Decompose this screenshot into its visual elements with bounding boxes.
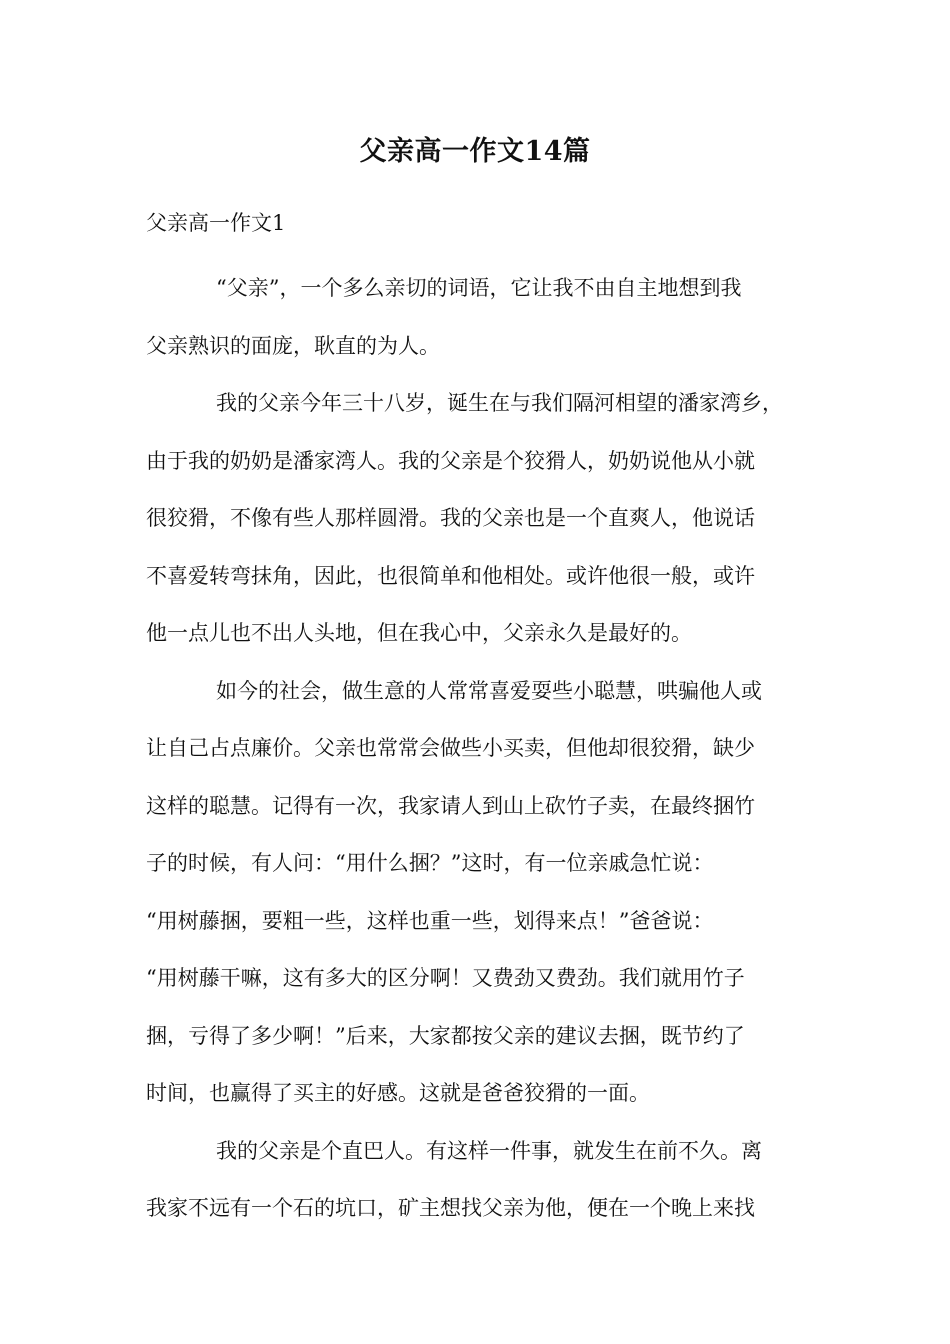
paragraph-line: 这样的聪慧。记得有一次，我家请人到山上砍竹子卖，在最终捆竹 (146, 793, 755, 818)
paragraph-line: “父亲”，一个多么亲切的词语，它让我不由自主地想到我 (216, 276, 742, 300)
paragraph-line: 很狡猾，不像有些人那样圆滑。我的父亲也是一个直爽人，他说话 (146, 506, 755, 530)
paragraph-line: “用树藤捆，要粗一些，这样也重一些，划得来点！”爸爸说： (146, 908, 714, 933)
section-heading: 父亲高一作文1 (146, 211, 286, 235)
paragraph-1 (146, 260, 810, 375)
paragraph-4 (146, 1123, 810, 1238)
paragraph-line: 不喜爱转弯抹角，因此，也很简单和他相处。或许他很一般，或许 (146, 563, 755, 588)
paragraph-line: 我家不远有一个石的坑口，矿主想找父亲为他，便在一个晚上来找 (146, 1196, 755, 1220)
paragraph-line: 他一点儿也不出人头地，但在我心中，父亲永久是最好的。 (146, 621, 692, 645)
paragraph-line: 如今的社会，做生意的人常常喜爱耍些小聪慧，哄骗他人或 (216, 678, 762, 703)
paragraph-line: 子的时候，有人问：“用什么捆？”这时，有一位亲戚急忙说： (146, 851, 714, 875)
paragraph-2 (146, 375, 810, 663)
paragraph-line: “用树藤干嘛，这有多大的区分啊！又费劲又费劲。我们就用竹子 (146, 966, 745, 990)
paragraph-line: 父亲熟识的面庞，耿直的为人。 (146, 333, 440, 358)
document-body (146, 260, 810, 1238)
paragraph-line: 我的父亲是个直巴人。有这样一件事，就发生在前不久。离 (216, 1138, 762, 1163)
paragraph-line: 捆，亏得了多少啊！”后来，大家都按父亲的建议去捆，既节约了 (146, 1023, 745, 1048)
paragraph-line: 我的父亲今年三十八岁，诞生在与我们隔河相望的潘家湾乡， (216, 391, 783, 415)
paragraph-3 (146, 663, 810, 1123)
paragraph-line: 由于我的奶奶是潘家湾人。我的父亲是个狡猾人，奶奶说他从小就 (146, 448, 755, 473)
paragraph-line: 时间，也赢得了买主的好感。这就是爸爸狡猾的一面。 (146, 1081, 650, 1105)
document-title: 父亲高一作文14篇 (359, 136, 591, 167)
paragraph-line: 让自己占点廉价。父亲也常常会做些小买卖，但他却很狡猾，缺少 (146, 736, 755, 760)
